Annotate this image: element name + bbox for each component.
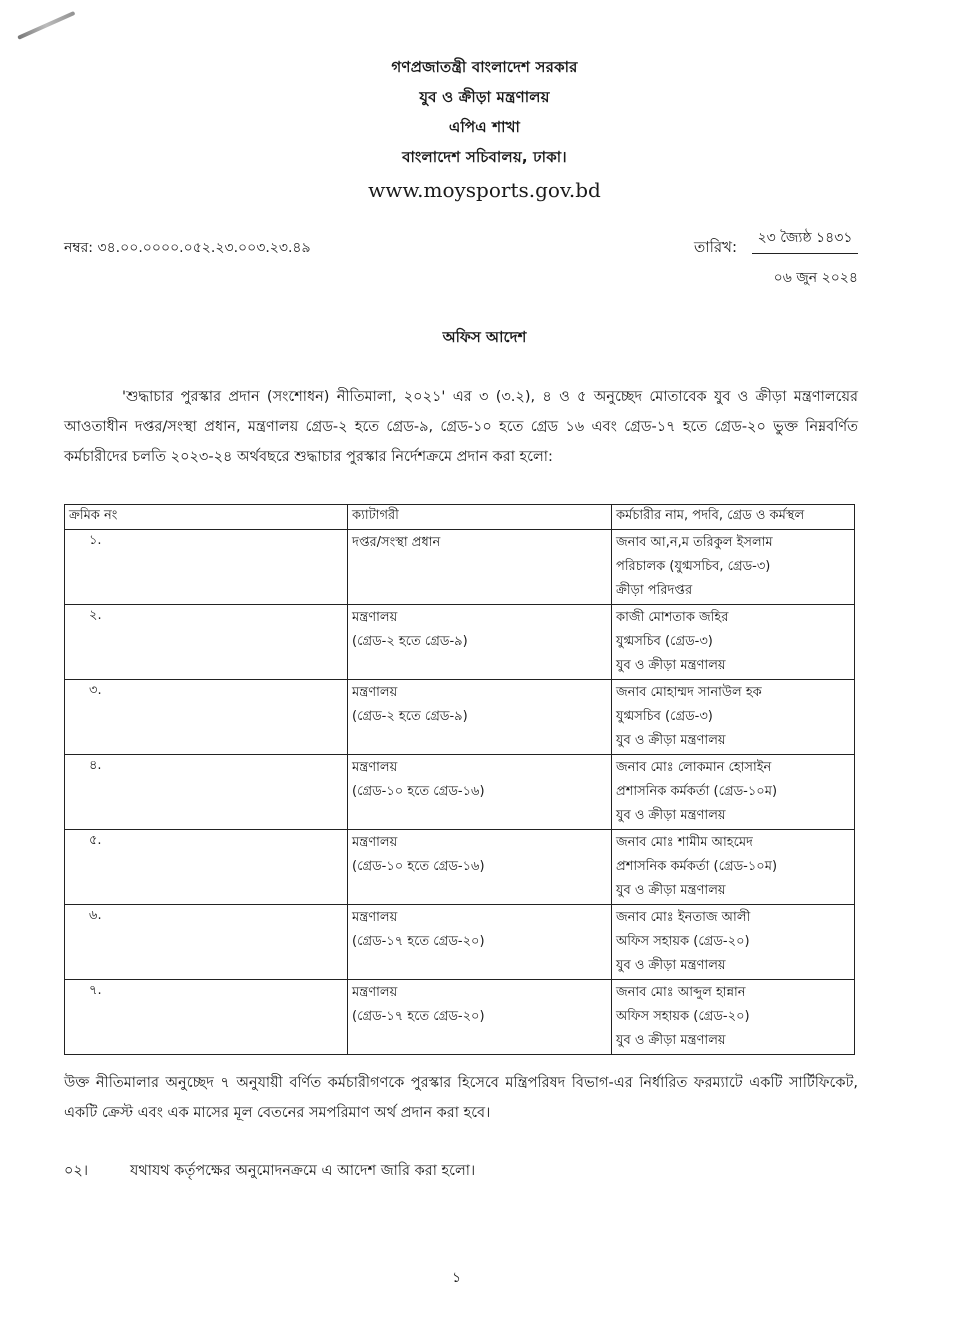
employee-name: কাজী মোশতাক জহির [616,610,729,625]
employee-cell [612,605,855,680]
memo-number: নম্বর: ৩৪.০০.০০০০.০৫২.২৩.০০৩.২৩.৪৯ [64,240,311,256]
category-cell [348,605,612,680]
category-cell [348,905,612,980]
table-row [65,905,855,980]
employee-workplace: যুব ও ক্রীড়া মন্ত্রণালয় [616,1033,726,1048]
table-header-row [65,505,855,530]
serial-cell: ৩. [65,680,348,755]
website-url: www.moysports.gov.bd [368,178,601,202]
date-bengali-calendar: ২৩ জ্যৈষ্ঠ ১৪৩১ [752,226,858,254]
table-row [65,755,855,830]
serial-cell: ১. [65,530,348,605]
employee-name: জনাব আ,ন,ম তরিকুল ইসলাম [616,535,773,550]
employee-workplace: যুব ও ক্রীড়া মন্ত্রণালয় [616,958,726,973]
employee-cell [612,680,855,755]
employee-designation: প্রশাসনিক কর্মকর্তা (গ্রেড-১০ম) [616,784,778,799]
category-grade-line: (গ্রেড-১০ হতে গ্রেড-১৬) [352,784,485,799]
category-grade-line: (গ্রেড-১০ হতে গ্রেড-১৬) [352,859,485,874]
category-cell [348,680,612,755]
employee-name: জনাব মোহাম্মদ সানাউল হক [616,685,762,700]
category-line: মন্ত্রণালয় [352,910,398,925]
employee-name: জনাব মোঃ আব্দুল হান্নান [616,985,746,1000]
serial-cell: ৬. [65,905,348,980]
employee-cell [612,980,855,1055]
employee-workplace: যুব ও ক্রীড়া মন্ত্রণালয় [616,808,726,823]
page-number: ১ [452,1270,462,1286]
employee-name: জনাব মোঃ শামীম আহমেদ [616,835,753,850]
employee-designation: অফিস সহায়ক (গ্রেড-২০) [616,934,750,949]
pen-stroke-mark [17,11,75,40]
date-block [752,226,858,290]
table-row [65,530,855,605]
employee-cell [612,755,855,830]
category-line: মন্ত্রণালয় [352,985,398,1000]
government-name: গণপ্রজাতন্ত্রী বাংলাদেশ সরকার [391,58,578,76]
intro-paragraph: 'শুদ্ধাচার পুরস্কার প্রদান (সংশোধন) নীতিমালা, ২০২১' এর ৩ (৩.২), ৪ ও ৫ অনুচ্ছেদ মোতাবেক যুব ও ক্রীড়া মন্ত্রণালয়ের আওতাধীন দপ্তর/সংস্থা প্রধান, মন্ত্রণালয় গ্রেড-২ হতে গ্রেড-৯, গ্রেড-১০ হতে গ্রেড ১৬ এবং গ্রেড-১৭ হতে গ্রেড-২০ ভুক্ত নিম্নবর্ণিত কর্মচারীদের চলতি ২০২৩-২৪ অর্থবছরে শুদ্ধাচার পুরস্কার নির্দেশক্রমে প্রদান করা হলো: [64,389,858,465]
category-cell [348,755,612,830]
office-address: বাংলাদেশ সচিবালয়, ঢাকা। [402,148,567,166]
date-gregorian: ০৬ জুন ২০২৪ [773,270,858,286]
date-label: তারিখ: [694,238,738,256]
category-cell [348,830,612,905]
clause-text: যথাযথ কর্তৃপক্ষের অনুমোদনক্রমে এ আদেশ জারি করা হলো। [130,1163,476,1179]
table-row [65,980,855,1055]
serial-cell: ৪. [65,755,348,830]
employee-designation: যুগ্মসচিব (গ্রেড-৩) [616,709,713,724]
clause-number: ০২। [64,1163,89,1179]
serial-cell: ৭. [65,980,348,1055]
branch-name: এপিএ শাখা [448,118,521,136]
serial-cell: ৫. [65,830,348,905]
award-recipients-table [64,504,855,1055]
employee-cell [612,830,855,905]
employee-workplace: ক্রীড়া পরিদপ্তর [616,583,693,598]
category-line: মন্ত্রণালয় [352,685,398,700]
header-employee: কর্মচারীর নাম, পদবি, গ্রেড ও কর্মস্থল [612,505,855,530]
header-category: ক্যাটাগরী [348,505,612,530]
category-grade-line: (গ্রেড-২ হতে গ্রেড-৯) [352,709,468,724]
table-row [65,680,855,755]
employee-name: জনাব মোঃ লোকমান হোসাইন [616,760,772,775]
table-row [65,605,855,680]
table-row [65,830,855,905]
benefit-paragraph: উক্ত নীতিমালার অনুচ্ছেদ ৭ অনুযায়ী বর্ণিত কর্মচারীগণকে পুরস্কার হিসেবে মন্ত্রিপরিষদ বিভাগ-এর নির্ধারিত ফরম্যাটে একটি সার্টিফিকেট, একটি ক্রেস্ট এবং এক মাসের মূল বেতনের সমপরিমাণ অর্থ প্রদান করা হবে। [64,1075,858,1121]
employee-designation: প্রশাসনিক কর্মকর্তা (গ্রেড-১০ম) [616,859,778,874]
category-grade-line: (গ্রেড-২ হতে গ্রেড-৯) [352,634,468,649]
serial-cell: ২. [65,605,348,680]
employee-workplace: যুব ও ক্রীড়া মন্ত্রণালয় [616,733,726,748]
employee-name: জনাব মোঃ ইনতাজ আলী [616,910,751,925]
category-grade-line: (গ্রেড-১৭ হতে গ্রেড-২০) [352,934,485,949]
employee-workplace: যুব ও ক্রীড়া মন্ত্রণালয় [616,883,726,898]
ministry-name: যুব ও ক্রীড়া মন্ত্রণালয় [419,88,550,106]
category-line: মন্ত্রণালয় [352,835,398,850]
category-line: দপ্তর/সংস্থা প্রধান [352,535,441,550]
employee-workplace: যুব ও ক্রীড়া মন্ত্রণালয় [616,658,726,673]
employee-cell [612,530,855,605]
category-line: মন্ত্রণালয় [352,760,398,775]
category-cell [348,530,612,605]
category-grade-line: (গ্রেড-১৭ হতে গ্রেড-২০) [352,1009,485,1024]
category-cell [348,980,612,1055]
category-line: মন্ত্রণালয় [352,610,398,625]
header-serial: ক্রমিক নং [65,505,348,530]
document-title: অফিস আদেশ [442,328,527,346]
employee-designation: পরিচালক (যুগ্মসচিব, গ্রেড-৩) [616,559,771,574]
employee-designation: যুগ্মসচিব (গ্রেড-৩) [616,634,713,649]
clause-2 [64,1156,858,1186]
employee-designation: অফিস সহায়ক (গ্রেড-২০) [616,1009,750,1024]
letterhead [0,52,969,206]
employee-cell [612,905,855,980]
category-grade-line [352,555,607,579]
